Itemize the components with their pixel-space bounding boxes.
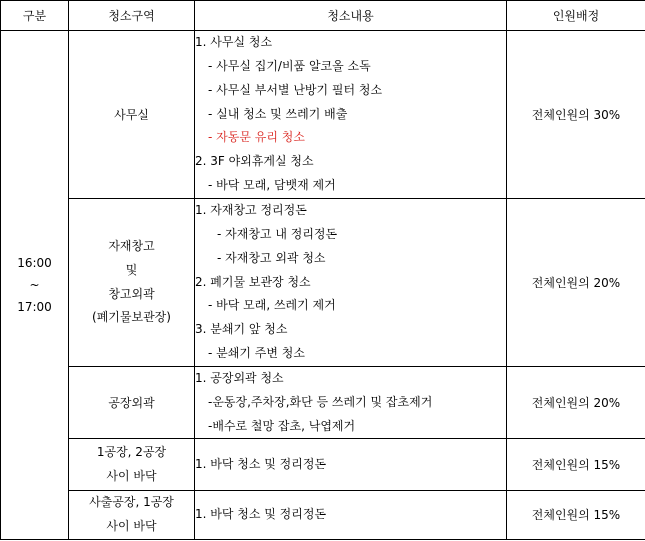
content-line: 2. 폐기물 보관장 청소 (195, 274, 311, 289)
table-row-factory-exterior (1, 367, 645, 439)
content-line: - 자재창고 외곽 청소 (217, 250, 326, 265)
area-line: 및 (125, 262, 138, 277)
time-cell (1, 31, 69, 540)
content-cell (195, 367, 507, 439)
area-cell (69, 31, 195, 199)
header-content: 청소내용 (195, 1, 507, 31)
content-line: - 사무실 부서별 난방기 필터 청소 (208, 82, 383, 97)
header-category: 구분 (1, 1, 69, 31)
content-cell (195, 439, 507, 491)
content-line: 1. 바닥 청소 및 정리정돈 (195, 456, 327, 471)
content-line: - 바닥 모래, 담뱃재 제거 (208, 177, 336, 192)
content-cell (195, 491, 507, 540)
area-line: 창고외곽 (108, 286, 155, 301)
content-line: - 사무실 집기/비품 알코올 소독 (208, 59, 371, 73)
content-line: 1. 사무실 청소 (195, 35, 273, 50)
table-row-office (1, 31, 645, 199)
area-cell (69, 491, 195, 540)
content-cell (195, 31, 507, 199)
staff-cell: 전체인원의 15% (507, 439, 645, 491)
area-line: 자재창고 (108, 238, 155, 253)
table-row-warehouse (1, 199, 645, 367)
time-start: 16:00 (17, 255, 52, 270)
staff-cell: 전체인원의 20% (507, 367, 645, 439)
content-line: -운동장,주차장,화단 등 쓰레기 및 잡초제거 (208, 394, 433, 409)
area-line: 사이 바닥 (106, 468, 157, 483)
area-line: 사이 바닥 (106, 519, 157, 534)
staff-cell: 전체인원의 30% (507, 31, 645, 199)
area-cell (69, 367, 195, 439)
area-line: (폐기물보관장) (92, 310, 171, 325)
time-separator: ~ (29, 277, 40, 292)
area-cell (69, 439, 195, 491)
time-end: 17:00 (17, 299, 52, 314)
header-row (1, 1, 645, 31)
content-line: 2. 3F 야외휴게실 청소 (195, 154, 314, 169)
area-line: 사출공장, 1공장 (89, 495, 174, 510)
staff-cell: 전체인원의 20% (507, 199, 645, 367)
content-line: 1. 자재창고 정리정돈 (195, 203, 307, 218)
content-cell (195, 199, 507, 367)
content-line: - 실내 청소 및 쓰레기 배출 (208, 106, 348, 121)
table-row-factory-1-2 (1, 439, 645, 491)
content-line-highlighted: - 자동문 유리 청소 (208, 130, 305, 145)
staff-cell: 전체인원의 15% (507, 491, 645, 540)
content-line: - 분쇄기 주변 청소 (208, 345, 305, 360)
area-line: 사무실 (114, 107, 149, 122)
header-staff: 인원배정 (507, 1, 645, 31)
table-row-injection-factory (1, 491, 645, 540)
content-line: - 바닥 모래, 쓰레기 제거 (208, 298, 336, 313)
content-line: - 자재창고 내 정리정돈 (217, 227, 338, 241)
content-line: 1. 공장외곽 청소 (195, 371, 284, 385)
content-line: -배수로 철망 잡초, 낙엽제거 (208, 418, 356, 433)
area-line: 공장외곽 (108, 395, 155, 410)
content-line: 1. 바닥 청소 및 정리정돈 (195, 507, 327, 522)
header-area: 청소구역 (69, 1, 195, 31)
area-line: 1공장, 2공장 (96, 445, 167, 460)
area-cell (69, 199, 195, 367)
content-line: 3. 분쇄기 앞 청소 (195, 322, 288, 337)
